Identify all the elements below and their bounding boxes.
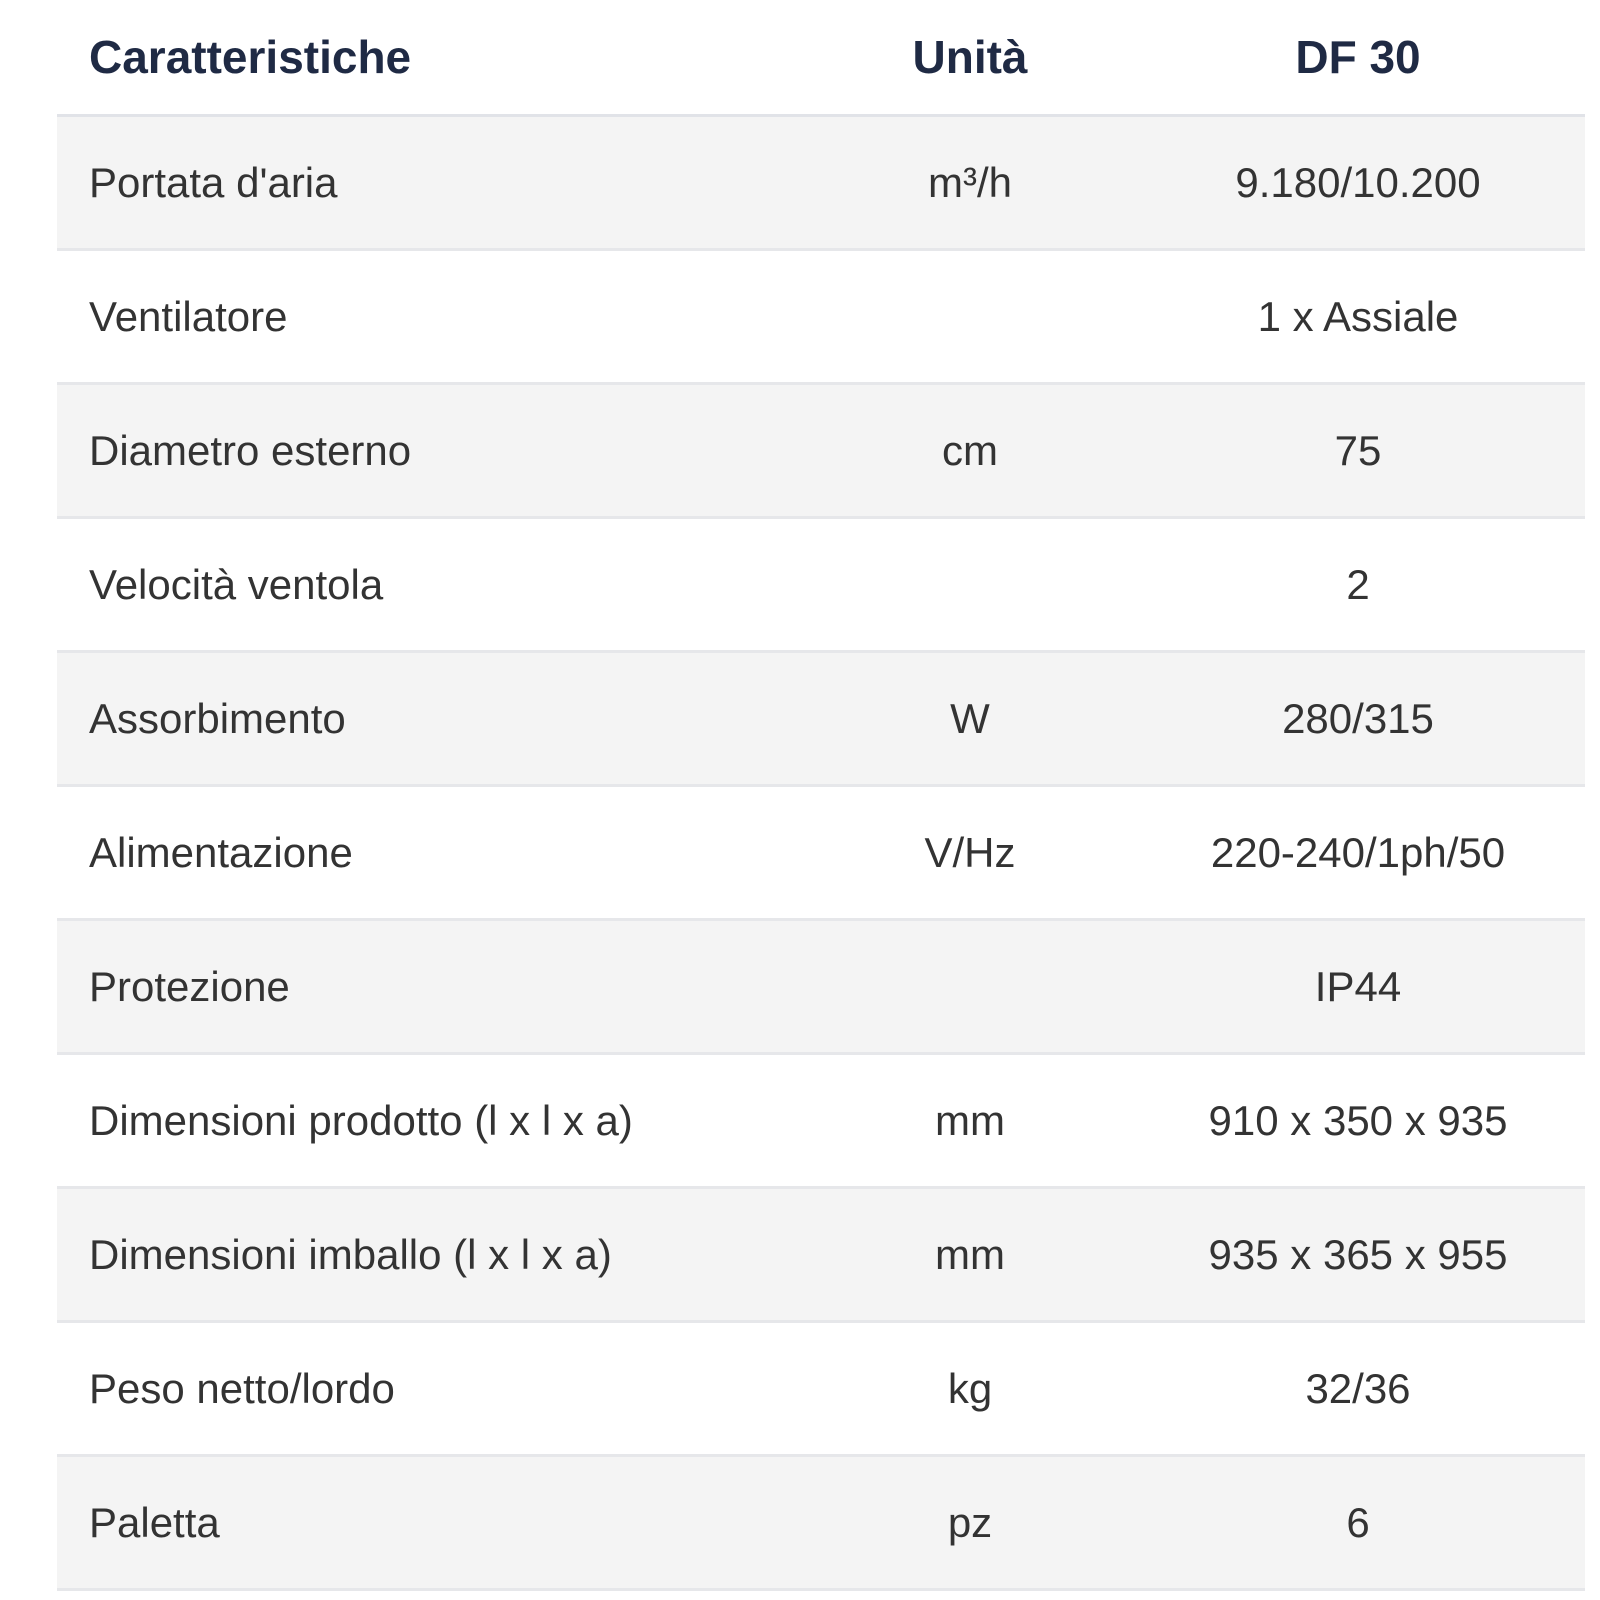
row-value: IP44 [1131,920,1585,1054]
row-name: Portata d'aria [57,116,809,250]
table-row [57,250,1585,384]
row-unit: W [809,652,1131,786]
table-header-row [57,0,1585,116]
row-unit [809,920,1131,1054]
row-name: Assorbimento [57,652,809,786]
row-value: 1 x Assiale [1131,250,1585,384]
row-value: 9.180/10.200 [1131,116,1585,250]
table-row [57,1322,1585,1456]
specifications-table [57,0,1585,1591]
row-unit: cm [809,384,1131,518]
row-value: 280/315 [1131,652,1585,786]
row-name: Alimentazione [57,786,809,920]
table-row [57,920,1585,1054]
row-name: Velocità ventola [57,518,809,652]
row-value: 220-240/1ph/50 [1131,786,1585,920]
row-unit: kg [809,1322,1131,1456]
row-value: 2 [1131,518,1585,652]
row-unit: mm [809,1054,1131,1188]
row-unit [809,250,1131,384]
row-value: 910 x 350 x 935 [1131,1054,1585,1188]
row-value: 935 x 365 x 955 [1131,1188,1585,1322]
table-row [57,1456,1585,1590]
row-name: Protezione [57,920,809,1054]
table-row [57,652,1585,786]
row-unit: m³/h [809,116,1131,250]
row-value: 32/36 [1131,1322,1585,1456]
row-name: Paletta [57,1456,809,1590]
table-row [57,1188,1585,1322]
row-unit [809,518,1131,652]
row-name: Diametro esterno [57,384,809,518]
table-row [57,518,1585,652]
table-row [57,786,1585,920]
table-row [57,116,1585,250]
row-value: 75 [1131,384,1585,518]
row-name: Ventilatore [57,250,809,384]
header-unit: Unità [809,0,1131,116]
row-unit: pz [809,1456,1131,1590]
row-value: 6 [1131,1456,1585,1590]
row-name: Peso netto/lordo [57,1322,809,1456]
row-name: Dimensioni imballo (l x l x a) [57,1188,809,1322]
table-row [57,1054,1585,1188]
row-unit: mm [809,1188,1131,1322]
header-characteristics: Caratteristiche [57,0,809,116]
row-unit: V/Hz [809,786,1131,920]
row-name: Dimensioni prodotto (l x l x a) [57,1054,809,1188]
header-model: DF 30 [1131,0,1585,116]
table-row [57,384,1585,518]
